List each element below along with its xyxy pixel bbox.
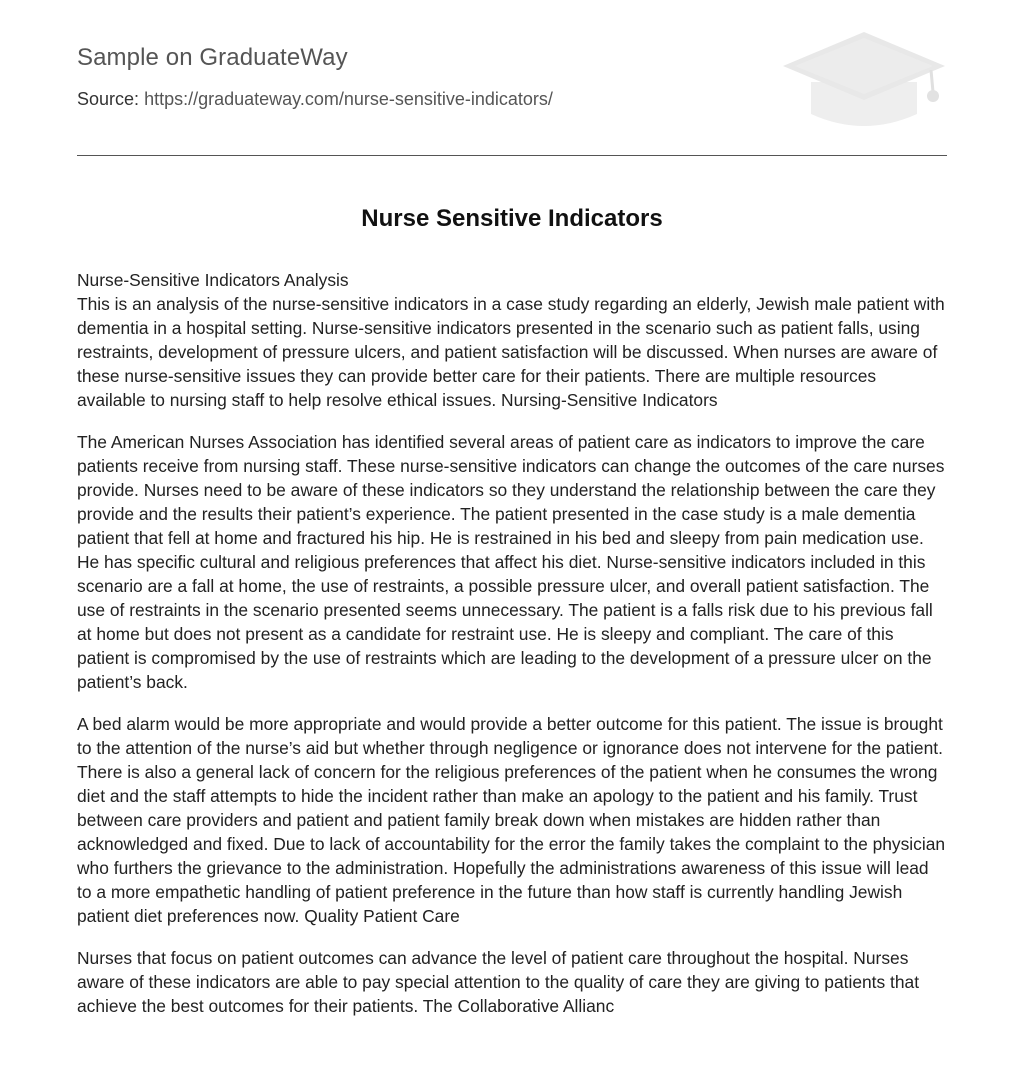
paragraph-4: Nurses that focus on patient outcomes can advance the level of patient care throughout the hospital. Nurses aware of these indicators are able to pay special attention to the quality of care they are giving to patients that achieve the best outcomes for their patients. The Collaborative Allianc [77, 948, 920, 1016]
paragraph-text: This is an analysis of the nurse-sensitive indicators in a case study regarding an elderly, Jewish male patient with dementia in a hospital setting. Nurse-sensitive indicators presented in the scenario such as patient falls, using restraints, development of pressure ulcers, and patient satisfaction will be discussed. When nurses are aware of these nurse-sensitive issues they can provide better care for their patients. There are multiple resources available to nursing staff to help resolve ethical issues. Nursing-Sensitive Indicators [77, 294, 945, 410]
source-line [77, 89, 553, 110]
page-header [77, 0, 947, 156]
section-subhead: Nurse-Sensitive Indicators Analysis [77, 270, 349, 290]
paragraph-3: A bed alarm would be more appropriate and would provide a better outcome for this patient. The issue is brought to the attention of the nurse’s aid but whether through negligence or ignorance does not intervene for the patient. There is also a general lack of concern for the religious preferences of the patient when he consumes the wrong diet and the staff attempts to hide the incident rather than make an apology to the patient and his family. Trust between care providers and patient and patient family break down when mistakes are hidden rather than acknowledged and fixed. Due to lack of accountability for the error the family takes the complaint to the physician who furthers the grievance to the administration. Hopefully the administrations awareness of this issue will lead to a more empathetic handling of patient preference in the future than how staff is currently handling Jewish patient diet preferences now. Quality Patient Care [77, 714, 946, 926]
paragraph-1 [77, 268, 947, 412]
source-label: Source: [77, 89, 140, 109]
document-body [77, 268, 947, 1036]
header-divider [77, 155, 947, 156]
site-title: Sample on GraduateWay [77, 44, 348, 71]
graduation-cap-icon [781, 30, 947, 132]
document-title: Nurse Sensitive Indicators [361, 205, 663, 232]
source-link[interactable]: https://graduateway.com/nurse-sensitive-indicators/ [144, 89, 553, 109]
paragraph-2: The American Nurses Association has identified several areas of patient care as indicators to improve the care patients receive from nursing staff. These nurse-sensitive indicators can change the outcomes of the care nurses provide. Nurses need to be aware of these indicators so they understand the relationship between the care they provide and the results their patient’s experience. The patient presented in the case study is a male dementia patient that fell at home and fractured his hip. He is restrained in his bed and sleepy from pain medication use. He has specific cultural and religious preferences that affect his diet. Nurse-sensitive indicators included in this scenario are a fall at home, the use of restraints, a possible pressure ulcer, and overall patient satisfaction. The use of restraints in the scenario presented seems unnecessary. The patient is a falls risk due to his previous fall at home but does not present as a candidate for restraint use. He is sleepy and compliant. The care of this patient is compromised by the use of restraints which are leading to the development of a pressure ulcer on the patient’s back. [77, 432, 945, 692]
